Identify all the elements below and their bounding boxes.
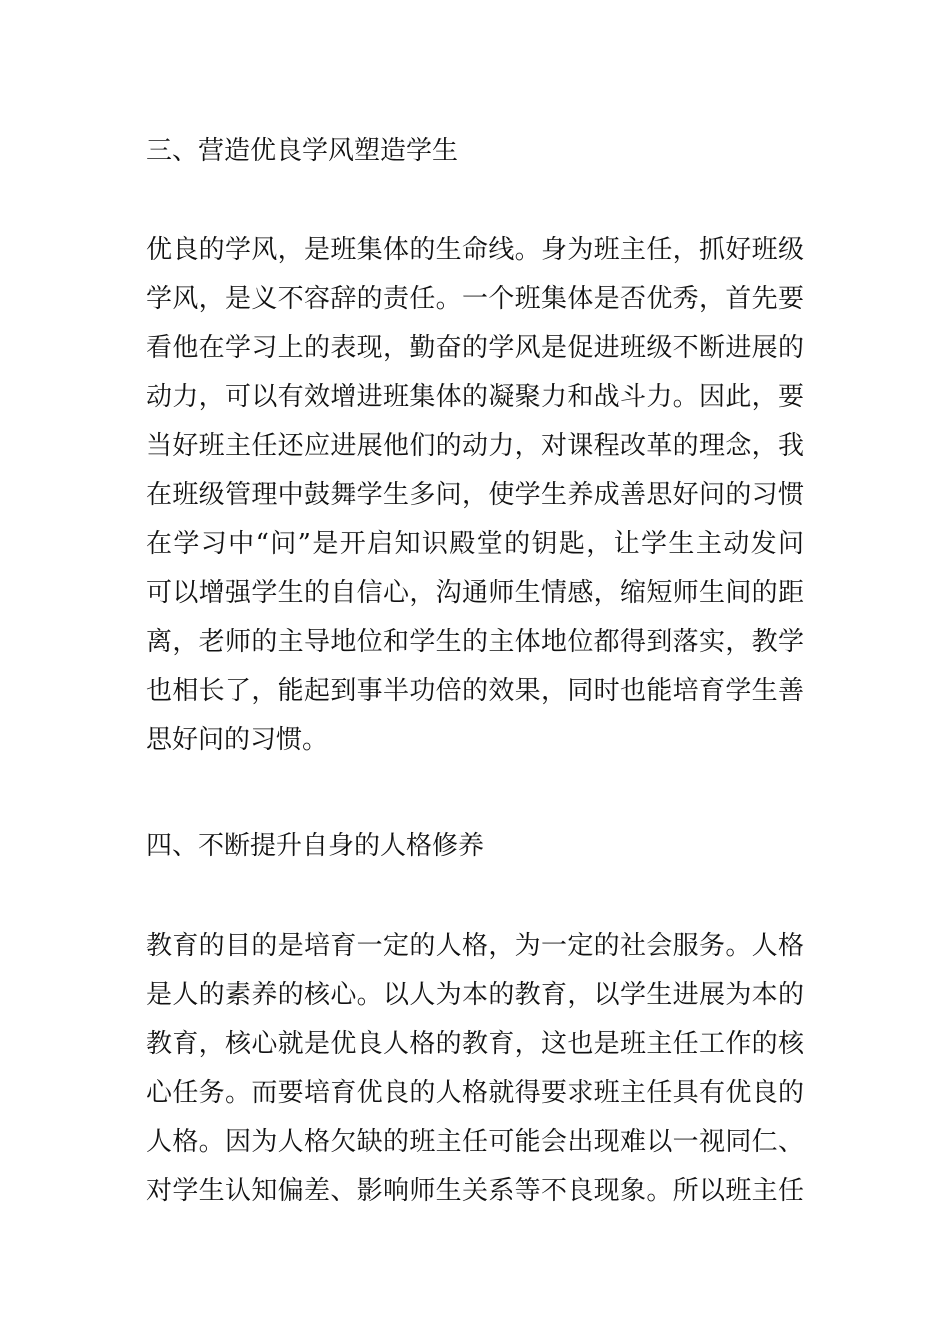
section-heading-3: 三、营造优良学风塑造学生 bbox=[146, 136, 459, 166]
paragraph-line: 可以增强学生的自信心，沟通师生情感，缩短师生间的距 bbox=[146, 578, 804, 608]
paragraph-line: 人格。因为人格欠缺的班主任可能会出现难以一视同仁、 bbox=[146, 1127, 804, 1157]
paragraph-line: 离，老师的主导地位和学生的主体地位都得到落实，教学 bbox=[146, 627, 804, 657]
paragraph-line: 是人的素养的核心。以人为本的教育，以学生进展为本的 bbox=[146, 980, 804, 1010]
paragraph-line: 看他在学习上的表现，勤奋的学风是促进班级不断进展的 bbox=[146, 333, 804, 363]
paragraph-line: 在班级管理中鼓舞学生多问，使学生养成善思好问的习惯 bbox=[146, 480, 804, 510]
section-heading-4: 四、不断提升自身的人格修养 bbox=[146, 831, 485, 861]
paragraph-line: 思好问的习惯。 bbox=[146, 725, 329, 755]
paragraph-line: 教育，核心就是优良人格的教育，这也是班主任工作的核 bbox=[146, 1029, 804, 1059]
paragraph-line: 心任务。而要培育优良的人格就得要求班主任具有优良的 bbox=[146, 1078, 804, 1108]
section-paragraph-3 bbox=[146, 226, 826, 765]
paragraph-line: 动力，可以有效增进班集体的凝聚力和战斗力。因此，要 bbox=[146, 382, 804, 412]
paragraph-line: 也相长了，能起到事半功倍的效果，同时也能培育学生善 bbox=[146, 676, 804, 706]
section-paragraph-4 bbox=[146, 922, 826, 1216]
paragraph-line: 当好班主任还应进展他们的动力，对课程改革的理念，我 bbox=[146, 431, 804, 461]
paragraph-line: 对学生认知偏差、影响师生关系等不良现象。所以班主任 bbox=[146, 1176, 804, 1206]
paragraph-line: 教育的目的是培育一定的人格，为一定的社会服务。人格 bbox=[146, 931, 804, 961]
paragraph-line: 在学习中“问”是开启知识殿堂的钥匙，让学生主动发问 bbox=[146, 529, 804, 559]
paragraph-line: 优良的学风，是班集体的生命线。身为班主任，抓好班级 bbox=[146, 235, 804, 265]
paragraph-line: 学风，是义不容辞的责任。一个班集体是否优秀，首先要 bbox=[146, 284, 804, 314]
